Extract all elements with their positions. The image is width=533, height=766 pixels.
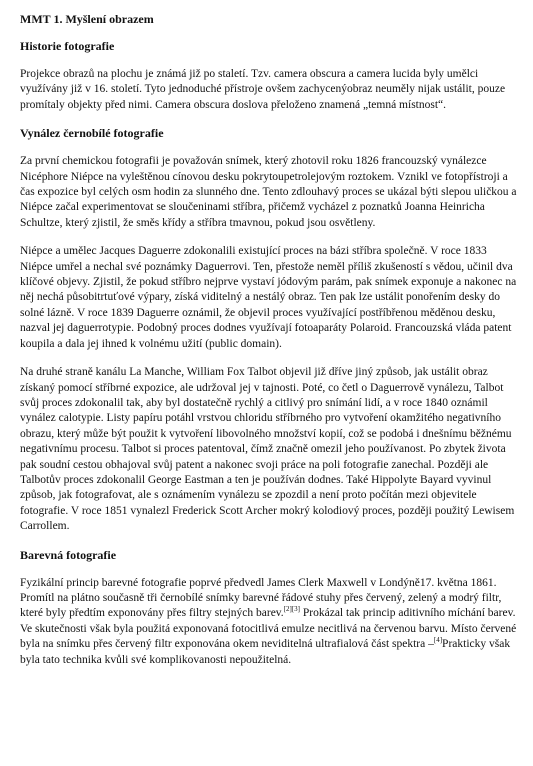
section-heading-color-photo: Barevná fotografie <box>20 547 117 562</box>
paragraph: Za první chemickou fotografii je považován snímek, který zhotovil roku 1826 francouzský vynálezce Nicéphore Niépce na vyleštěnou cínovou desku pokrytoupetrolejovým roztokem. Vznikl ve fotopřístroji a čas expozice byl celých osm hodin za slunného dne. Tento zdlouhavý proces se ukázal býti slepou uličkou a Niépce začal experimentovat se sloučeninami stříbra, přičemž vycházel z poznatků Joanna Heinricha Schultze, který zjistil, že směs křídy a stříbra tmavnou, pokud jsou osvětleny. <box>20 155 517 229</box>
paragraph <box>20 576 519 668</box>
section-heading-bw-photo: Vynález černobílé fotografie <box>20 126 164 141</box>
reference-link[interactable]: [2][3] <box>283 605 301 614</box>
paragraph: Na druhé straně kanálu La Manche, William Fox Talbot objevil již dříve jiný způsob, jak ustálit obraz získaný pomocí stříbrné expozice, ale udržoval jej v tajnosti. Poté, co četl o Daguerrově vynálezu, Talbot svůj proces zdokonalil tak, aby byl dostatečně rychlý a citlivý pro snímání lidí, a v roce 1840 oznámil vynález calotypie. Listy papíru potáhl vrstvou chloridu stříbrného pro vytvoření okamžitého negativního obrazu, který může být použit k vytvoření libovolného množství kopií, což se podobá i dnešnímu běžnému negativnímu procesu. Talbot si proces patentoval, čímž značně omezil jeho používanost. Po zbytek života pak soudní cestou obhajoval svůj patent a nakonec svoji práce na poli fotografie zanechal. Později ale Talbotův proces zdokonalil George Eastman a ten je používán dodnes. Také Hippolyte Bayard vyvinul způsob, jak fotografovat, ale s oznámením vynálezu se zpozdil a není proto počítán mezi objevitele fotografie. V roce 1851 vynalezl Frederick Scott Archer mokrý kolodiový proces, později použitý Lewisem Carrollem. <box>20 366 515 533</box>
paragraph: Niépce a umělec Jacques Daguerre zdokonalili existující proces na bázi stříbra společně. V roce 1833 Niépce umřel a nechal své poznámky Daguerrovi. Ten, přestože neměl příliš zkušeností s vědou, učinil dva klíčové objevy. Zjistil, že pokud stříbro nejprve vystaví jódovým parám, pak snímek exponuje a nakonec na něj nechá působitrtuťové výpary, získá viditelný a nestálý obraz. Ten pak lze ustálit ponořením desky do solné lázně. V roce 1839 Daguerre oznámil, že objevil proces využívající postříbřenou měděnou desku, nazval jej daguerrotypie. Podobný proces dodnes využívají fotoaparáty Polaroid. Francouzská vláda patent koupila a dala jej ihned k volnému užití (public domain). <box>20 245 517 350</box>
paragraph-text: Fyzikální princip barevné fotografie poprvé předvedl James Clerk Maxwell v Londýně17. května 1861. Promítl na plátno současně tři černobílé snímky barevné řádové stuhy přes červený, zelený a modrý filtr, které byly předtím exponovány přes filtry stejných barev. <box>20 576 502 620</box>
reference-link[interactable]: [4] <box>433 636 443 645</box>
section-heading-history: Historie fotografie <box>20 39 115 53</box>
paragraph: Projekce obrazů na plochu je známá již po staletí. Tzv. camera obscura a camera lucida byly umělci využívány již v 16. století. Tyto jednoduché přístroje ovšem zachycenýobraz neuměly nijak ustálit, pouze promítaly objekty před nimi. Camera obscura doslova přeloženo znamená „temná místnost“. <box>20 68 506 111</box>
paragraph-text: Prakticky však byla tato technika kvůli své komplikovanosti nepoužitelná. <box>20 638 511 666</box>
document-title: MMT 1. Myšlení obrazem <box>20 12 154 26</box>
paragraph-text: Prokázal tak princip aditivního míchání barev. Ve skutečnosti však byla použitá exponovaná fotocitlivá emulze necitlivá na červenou barvu. Místo červené byla na snímku přes červený filtr exponována okem neviditelná ultrafialová část spektra – <box>20 607 517 651</box>
